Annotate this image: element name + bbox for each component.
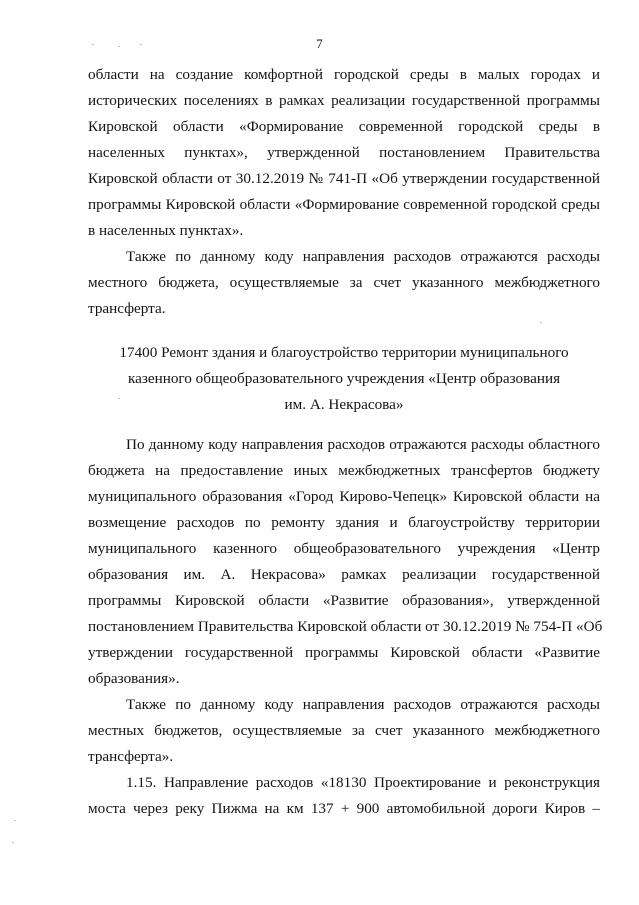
heading-line: казенного общеобразовательного учреждения «Центр образования <box>127 370 561 387</box>
scan-artifact <box>540 322 542 323</box>
text-line: постановлением Правительства Кировской области от 30.12.2019 № 754-П «Об <box>88 618 603 635</box>
heading-line: им. А. Некрасова» <box>284 396 404 413</box>
text-line: Также по данному коду направления расходов отражаются расходы <box>126 696 600 713</box>
paragraph-continuation <box>88 62 600 244</box>
text-line: Также по данному коду направления расходов отражаются расходы <box>126 248 600 265</box>
text-line: муниципального образования «Город Кирово-Чепецк» Кировской области на <box>88 488 600 505</box>
text-line: области на создание комфортной городской среды в малых городах и <box>88 66 600 83</box>
text-line: Кировской области «Формирование современной городской среды в <box>88 118 600 135</box>
paragraph-local-budget-note <box>88 244 600 322</box>
text-line: образования им. А. Некрасова» рамках реализации государственной <box>88 566 600 583</box>
heading-line: 17400 Ремонт здания и благоустройство территории муниципального <box>119 344 569 361</box>
text-line: образования». <box>88 670 180 687</box>
paragraph-local-budgets-note <box>88 692 600 770</box>
section-heading <box>88 340 600 418</box>
scan-artifact <box>92 44 94 45</box>
text-line: трансферта». <box>88 748 174 765</box>
text-line: бюджета на предоставление иных межбюджетных трансфертов бюджету <box>88 462 600 479</box>
text-line: утверждении государственной программы Кировской области «Развитие <box>88 644 600 661</box>
text-line: местного бюджета, осуществляемые за счет указанного межбюджетного <box>88 274 600 291</box>
text-line: населенных пунктах», утвержденной постановлением Правительства <box>88 144 600 161</box>
text-line: муниципального казенного общеобразовательного учреждения «Центр <box>88 540 600 557</box>
text-line: трансферта. <box>88 300 166 317</box>
paragraph-item-1-15 <box>88 770 600 822</box>
text-line: 1.15. Направление расходов «18130 Проектирование и реконструкция <box>126 774 600 791</box>
text-line: исторических поселениях в рамках реализации государственной программы <box>88 92 600 109</box>
text-line: местных бюджетов, осуществляемые за счет указанного межбюджетного <box>88 722 600 739</box>
scan-artifact <box>118 46 120 47</box>
page-number: 7 <box>316 36 323 51</box>
scan-artifact <box>118 398 120 399</box>
text-line: моста через реку Пижма на км 137 + 900 автомобильной дороги Киров – <box>88 800 600 817</box>
scan-artifact <box>12 842 14 843</box>
text-line: возмещение расходов по ремонту здания и благоустройству территории <box>88 514 600 531</box>
paragraph-description <box>88 432 603 692</box>
text-line: программы Кировской области «Развитие образования», утвержденной <box>88 592 600 609</box>
scan-artifact <box>14 820 16 821</box>
text-line: Кировской области от 30.12.2019 № 741-П «Об утверждении государственной <box>88 170 600 187</box>
text-line: По данному коду направления расходов отражаются расходы областного <box>126 436 600 453</box>
text-line: программы Кировской области «Формирование современной городской среды <box>88 196 600 213</box>
text-line: в населенных пунктах». <box>88 222 244 239</box>
scan-artifact <box>140 44 142 45</box>
